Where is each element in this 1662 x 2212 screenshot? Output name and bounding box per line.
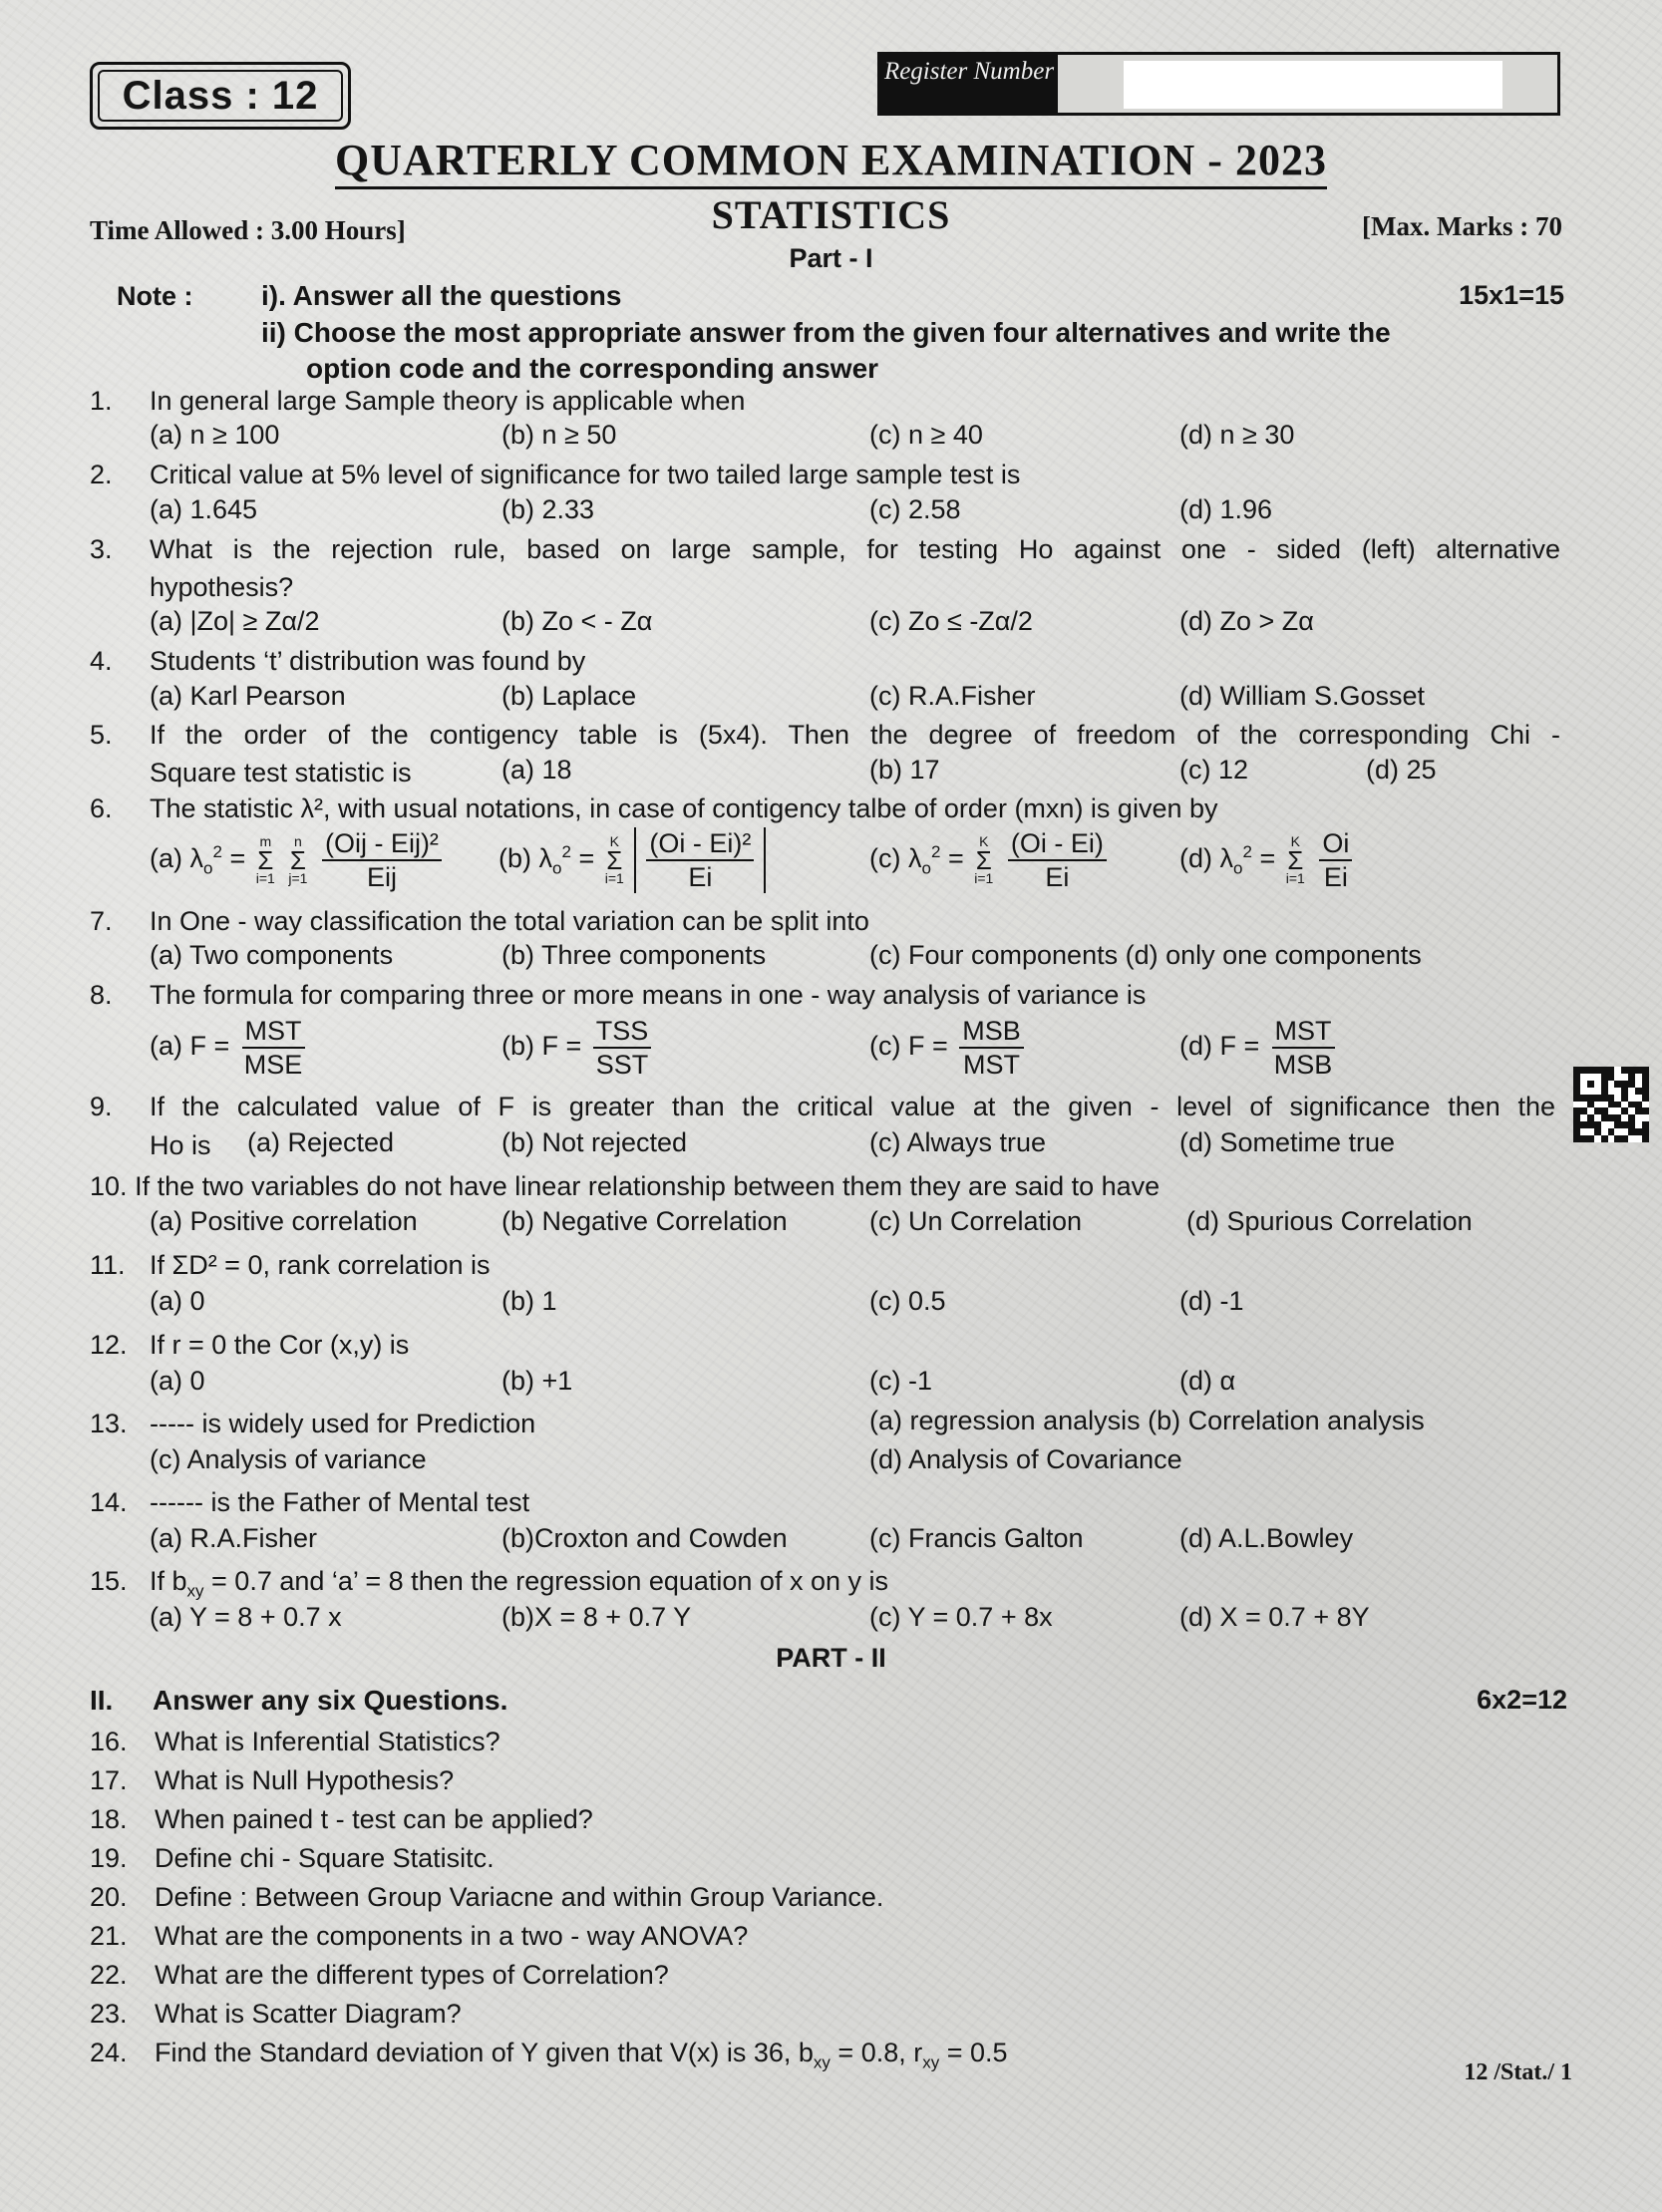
exam-page: Class : 12 Register Number QUARTERLY COMMON EXAMINATION - 2023 Time Allowed : 3.00 Hours] STATISTICS [Max. Marks : 70 Part - I Note : i). Answer all the questions 15x1=15 ii) Choose the most appropriate answer from the given four alternatives and write the option code and the corresponding answer 1. In general large Sample theory is applicable when (a) n ≥ 100 (b) n ≥ 50 (c) n ≥ 40 (d) n ≥ 30 2. Critical value at 5% level of significance for two tailed large sample test is (a) 1.645 (b) 2.33 (c) 2.58 (d) 1.96 3. What is the rejection rule, based on large sample, for testing Ho against one - sided (left) alternative hypothesis? (a) |Zo| ≥ Zα/2 (b) Zo < - Zα (c) Zo ≤ -Zα/2 (d) Zo > Zα 4. Students ‘t’ distribution was found by (a) Karl Pearson (b) Laplace (c) R.A.Fisher (d) William S.Gosset 5. If the order of the contigency table is (5x4). Then the degree of freedom of the corresponding Chi - Square test statistic is (a) 18 (b) 17 (c) 12 (d) 25 6. The statistic λ², with usual notations, in case of contigency talbe of order (mxn) is given by (a) $\lambda_o^2$ = m Σ i=1 n Σ j=1 $\frac{\text{(Oij - Eij)²}}{\text{Eij}}$ (b) $\lambda_o^2$ = K Σ i=1 $\frac{\text{(Oi - Ei)²}}{Ei}$ (c) $\lambda_o^2$ = K Σ i=1 $\frac{(Oi - Ei)}{Ei}$ (d) $\lambda_o^2$ = K Σ i=1 $\frac{Oi}{Ei}$ 7. In One - way classification the total variation can be split into (a) Two components (b) Three components (c) Four components (d) only one components 8. The formula for comparing three or more means in one - way analysis of variance is (a) F = $\frac{\text{MST}}{\text{MSE}}$ (b) F = $\frac{\text{TSS}}{\text{SST}}$ (c) F = $\frac{\text{MSB}}{\text{MST}}$ (d) F = $\frac{\text{MST}}{\text{MSB}}$ 9. If the calculated value of F is greater than the critical value at the given - level of significance then the Ho is (a) Rejected (b) Not rejected (c) Always true (d) Sometime true 10. If the two variables do not have linear relationship between them they are said to have (a) Positive correlation (b) Negative Correlation (c) Un Correlation (d) Spurious Correlation 11. If ΣD² = 0, rank correlation is (a) 0 (b) 1 (c) 0.5 (d) -1 12. If r = 0 the Cor (x,y) is (a) 0 (b) +1 (c) -1 (d) α 13. ----- is widely used for Prediction (a) regression analysis (b) Correlation analysis (c) Analysis of variance (d) Analysis of Covariance 14. ------ is the Father of Mental test (a) R.A.Fisher (b)Croxton and Cowden (c) Francis Galton (d) A.L.Bowley 15. If $b_{xy} = 0.7$ and ‘a’ = 8 then the regression equation of x on y is (a) Y = 8 + 0.7 x (b)X = 8 + 0.7 Y (c) Y = 0.7 + 8x (d) X = 0.7 + 8Y PART - II II. Answer any six Questions. 6x2=12 16. What is Inferential Statistics? 17. What is Null Hypothesis? 18. When pained t - test can be applied? 19. Define chi - Square Statisitc. 20. Define : Between Group Variacne and within Group Variance. 21. What are the components in a two - way ANOVA? 22. What are the different types of Correlation? 23. What is Scatter Diagram? 24. Find the Standard deviation of Y given that V(x) is 36, $b_{xy} = 0.8$, $r_{xy} = 0.5$ 12 /Stat./ 1 [0, 0, 1662, 2212]
register-number-field[interactable] [1058, 55, 1557, 113]
q4-option-a: (a) Karl Pearson [150, 681, 346, 711]
q6-option-a: (a) $\lambda_o^2$ = m Σ i=1 n Σ j=1 $\frac{\text{(Oij - Eij)²}}{\text{Eij}}$ [150, 827, 446, 893]
q8-option-b: (b) F = $\frac{\text{TSS}}{\text{SST}}$ [501, 1015, 655, 1081]
subject-title: STATISTICS [711, 192, 951, 237]
q14-option-c: (c) Francis Galton [869, 1523, 1084, 1553]
q5-option-a: (a) 18 [501, 755, 572, 785]
q11-option-a: (a) 0 [150, 1286, 205, 1316]
q3-option-a: (a) |Zo| ≥ Zα/2 [150, 606, 320, 636]
register-number-box [877, 52, 1560, 116]
question-10: 10. If the two variables do not have linear relationship between them they are said to have [90, 1171, 1161, 1201]
q1-option-d: (d) n ≥ 30 [1179, 420, 1295, 450]
q6-option-b: (b) $\lambda_o^2$ = K Σ i=1 $\frac{\text{(Oi - Ei)²}}{Ei}$ [499, 827, 766, 893]
part-one-marks: 15x1=15 [1459, 280, 1564, 310]
q2-option-b: (b) 2.33 [501, 494, 595, 524]
q4-option-c: (c) R.A.Fisher [869, 681, 1036, 711]
q4-option-b: (b) Laplace [501, 681, 637, 711]
class-label: Class : 12 [98, 70, 343, 122]
q9-option-c: (c) Always true [869, 1127, 1047, 1157]
part-two-marks: 6x2=12 [1477, 1685, 1567, 1715]
note-label: Note : [117, 281, 193, 311]
q4-option-d: (d) William S.Gosset [1179, 681, 1426, 711]
part-two-instruction: II. Answer any six Questions. [90, 1685, 508, 1716]
q15-option-c: (c) Y = 0.7 + 8x [869, 1602, 1053, 1632]
note-line-2: ii) Choose the most appropriate answer from the given four alternatives and write the option code and the corresponding answer [261, 317, 1391, 384]
max-marks: [Max. Marks : 70 [1362, 211, 1562, 241]
q12-option-d: (d) α [1179, 1366, 1236, 1396]
q12-option-b: (b) +1 [501, 1366, 573, 1396]
q10-option-a: (a) Positive correlation [150, 1206, 418, 1236]
q13-option-d: (d) Analysis of Covariance [869, 1444, 1182, 1474]
q14-option-a: (a) R.A.Fisher [150, 1523, 318, 1553]
q3-option-b: (b) Zo < - Zα [501, 606, 653, 636]
q15-option-a: (a) Y = 8 + 0.7 x [150, 1602, 342, 1632]
q8-option-d: (d) F = $\frac{\text{MST}}{\text{MSB}}$ [1179, 1015, 1339, 1081]
q7-option-a: (a) Two components [150, 940, 394, 970]
q10-option-d: (d) Spurious Correlation [1186, 1206, 1473, 1236]
q6-option-d: (d) $\lambda_o^2$ = K Σ i=1 $\frac{Oi}{Ei}$ [1179, 827, 1356, 893]
q10-option-b: (b) Negative Correlation [501, 1206, 788, 1236]
part-one-heading: Part - I [789, 243, 873, 273]
q1-option-a: (a) n ≥ 100 [150, 420, 280, 450]
qr-code [1573, 1067, 1649, 1142]
q12-option-c: (c) -1 [869, 1366, 932, 1396]
q15-option-b: (b)X = 8 + 0.7 Y [501, 1602, 692, 1632]
q10-option-c: (c) Un Correlation [869, 1206, 1083, 1236]
q7-option-b: (b) Three components [501, 940, 767, 970]
q3-option-d: (d) Zo > Zα [1179, 606, 1314, 636]
q2-option-d: (d) 1.96 [1179, 494, 1273, 524]
q3-option-c: (c) Zo ≤ -Zα/2 [869, 606, 1033, 636]
q7-option-c: (c) Four components (d) only one components [869, 940, 1422, 970]
exam-title: QUARTERLY COMMON EXAMINATION - 2023 [0, 135, 1662, 185]
q1-option-b: (b) n ≥ 50 [501, 420, 617, 450]
q12-option-a: (a) 0 [150, 1366, 205, 1396]
q2-option-c: (c) 2.58 [869, 494, 961, 524]
q15-option-d: (d) X = 0.7 + 8Y [1179, 1602, 1370, 1632]
q9-option-a: (a) Rejected [247, 1127, 395, 1157]
q13-option-a-b: (a) regression analysis (b) Correlation analysis [869, 1406, 1425, 1435]
part-two-heading: PART - II [776, 1643, 886, 1673]
q9-option-b: (b) Not rejected [501, 1127, 688, 1157]
q11-option-d: (d) -1 [1179, 1286, 1244, 1316]
q1-option-c: (c) n ≥ 40 [869, 420, 983, 450]
q8-option-c: (c) F = $\frac{\text{MSB}}{\text{MST}}$ [869, 1015, 1028, 1081]
q11-option-c: (c) 0.5 [869, 1286, 946, 1316]
q13-option-c: (c) Analysis of variance [150, 1444, 427, 1474]
register-number-label: Register Number [880, 55, 1058, 113]
q2-option-a: (a) 1.645 [150, 494, 258, 524]
class-box [90, 62, 351, 130]
q5-option-d: (d) 25 [1366, 755, 1437, 785]
page-code: 12 /Stat./ 1 [1464, 2059, 1572, 2085]
note-line-1: i). Answer all the questions [261, 280, 622, 311]
q5-option-b: (b) 17 [869, 755, 940, 785]
q14-option-b: (b)Croxton and Cowden [501, 1523, 788, 1553]
q8-option-a: (a) F = $\frac{\text{MST}}{\text{MSE}}$ [150, 1015, 309, 1081]
q14-option-d: (d) A.L.Bowley [1179, 1523, 1354, 1553]
q6-option-c: (c) $\lambda_o^2$ = K Σ i=1 $\frac{(Oi - Ei)}{Ei}$ [869, 827, 1111, 893]
q11-option-b: (b) 1 [501, 1286, 557, 1316]
q9-option-d: (d) Sometime true [1179, 1127, 1396, 1157]
time-allowed: Time Allowed : 3.00 Hours] [90, 215, 406, 245]
q5-option-c: (c) 12 [1179, 755, 1249, 785]
